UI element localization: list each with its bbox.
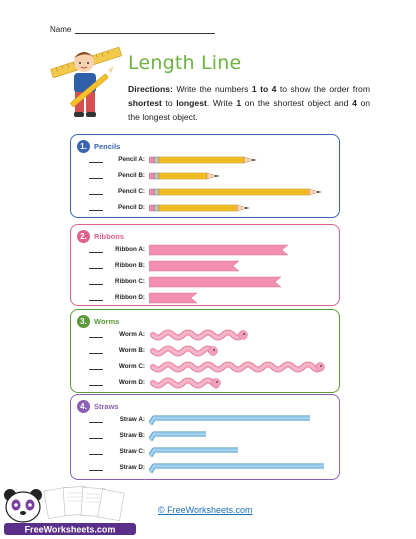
item-row [71,462,339,474]
item-label: Worm A: [119,331,145,338]
item-label: Ribbon B: [114,262,145,269]
item-label: Pencil D: [118,204,145,211]
item-label: Straw C: [119,448,145,455]
pencil-drawing [149,186,327,198]
item-row [71,260,339,272]
answer-blank[interactable] [89,210,103,211]
straw-drawing [149,462,329,474]
item-row [71,170,339,182]
item-label: Pencil B: [118,172,145,179]
item-row [71,244,339,256]
logo-text: FreeWorksheets.com [24,524,116,535]
pencil-drawing [149,202,255,214]
item-row [71,202,339,214]
answer-blank[interactable] [89,385,103,386]
section-ribbons [70,224,340,306]
answer-blank[interactable] [89,353,103,354]
directions-text: Directions: Write the numbers 1 to 4 to show the order from shortest to longest. Write 1 on the shortest object and 4 on the longest object. [128,84,371,122]
section-pencils [70,134,340,218]
section-header [77,230,124,243]
section-number: 1. [77,140,90,153]
straw-drawing [149,414,315,426]
name-field[interactable] [75,24,215,34]
page-title: Length Line [128,52,242,74]
item-label: Worm B: [118,347,145,354]
ribbon-drawing [149,260,243,272]
section-title: Worms [94,317,120,326]
item-label: Ribbon A: [115,246,145,253]
item-label: Pencil C: [118,188,145,195]
section-title: Straws [94,402,119,411]
item-row [71,154,339,166]
section-title: Ribbons [94,232,124,241]
item-row [71,430,339,442]
section-header [77,140,120,153]
item-label: Ribbon C: [114,278,145,285]
section-straws [70,394,340,480]
item-row [71,345,339,357]
item-label: Straw A: [119,416,145,423]
worm-drawing [149,377,225,389]
answer-blank[interactable] [89,178,103,179]
item-row [71,292,339,304]
answer-blank[interactable] [89,284,103,285]
item-label: Worm D: [118,379,145,386]
answer-blank[interactable] [89,300,103,301]
straw-drawing [149,430,211,442]
item-row [71,186,339,198]
worm-drawing [149,345,222,357]
item-row [71,377,339,389]
worm-drawing [149,361,329,373]
item-row [71,414,339,426]
answer-blank[interactable] [89,252,103,253]
answer-blank[interactable] [89,422,103,423]
ribbon-drawing [149,292,201,304]
section-number: 4. [77,400,90,413]
name-label: Name [50,25,72,34]
item-label: Worm C: [118,363,145,370]
answer-blank[interactable] [89,369,103,370]
panda-logo [2,485,138,537]
item-label: Straw B: [119,432,145,439]
item-label: Straw D: [119,464,145,471]
section-number: 2. [77,230,90,243]
kid-with-ruler-illustration [48,40,124,122]
ribbon-drawing [149,244,292,256]
name-row [50,24,215,34]
section-worms [70,309,340,393]
worm-drawing [149,329,252,341]
section-header [77,400,119,413]
answer-blank[interactable] [89,268,103,269]
answer-blank[interactable] [89,337,103,338]
answer-blank[interactable] [89,438,103,439]
section-number: 3. [77,315,90,328]
pencil-drawing [149,170,225,182]
pencil-drawing [149,154,262,166]
item-row [71,361,339,373]
item-label: Pencil A: [118,156,145,163]
answer-blank[interactable] [89,454,103,455]
footer-link[interactable]: © FreeWorksheets.com [158,505,253,515]
answer-blank[interactable] [89,162,103,163]
item-row [71,276,339,288]
item-row [71,446,339,458]
section-header [77,315,119,328]
item-label: Ribbon D: [114,294,145,301]
item-row [71,329,339,341]
answer-blank[interactable] [89,470,103,471]
directions-label: Directions: [128,84,173,94]
straw-drawing [149,446,243,458]
answer-blank[interactable] [89,194,103,195]
ribbon-drawing [149,276,285,288]
section-title: Pencils [94,142,121,151]
